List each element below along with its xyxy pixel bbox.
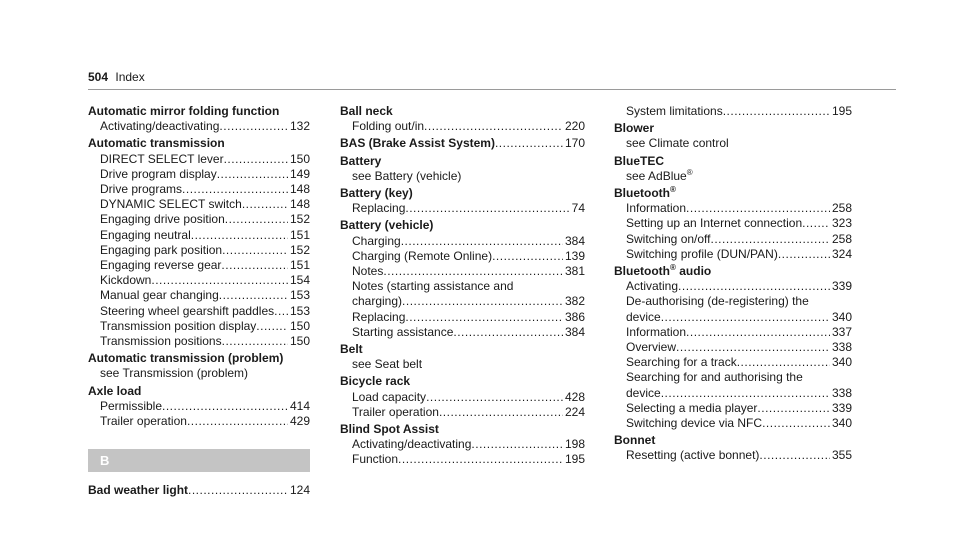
subentry-text: Activating <box>626 279 679 294</box>
dot-leader <box>274 304 288 319</box>
dot-leader <box>398 452 563 467</box>
registered-mark: ® <box>686 167 693 177</box>
subentry-text: Searching for and authorising the <box>626 370 803 385</box>
dot-leader <box>711 232 830 247</box>
page-ref: 150 <box>289 318 310 333</box>
index-column-1 <box>88 104 310 500</box>
dot-leader <box>737 355 830 370</box>
index-subentry <box>614 104 852 119</box>
entry-heading: Battery (vehicle) <box>340 218 434 233</box>
header-rule <box>88 89 896 90</box>
dot-leader <box>222 243 288 258</box>
index-subentry <box>88 334 310 349</box>
page-ref: 149 <box>289 166 310 181</box>
entry-heading: Bicycle rack <box>340 374 411 389</box>
index-subentry <box>88 119 310 134</box>
index-subentry <box>340 310 585 325</box>
subentry-text: DYNAMIC SELECT switch <box>100 197 242 212</box>
index-subentry <box>614 386 852 401</box>
index-entry-belt <box>340 342 585 372</box>
dot-leader <box>471 437 563 452</box>
index-subentry <box>88 414 310 429</box>
subentry-text: Notes (starting assistance and <box>352 279 514 294</box>
see-reference: see Transmission (problem) <box>100 366 249 381</box>
index-subentry <box>340 119 585 134</box>
index-subentry <box>340 234 585 249</box>
index-subentry <box>340 249 585 264</box>
index-entry-ball-neck <box>340 104 585 134</box>
dot-leader <box>162 399 288 414</box>
dot-leader <box>402 294 563 309</box>
dot-leader <box>191 228 288 243</box>
dot-leader <box>219 288 288 303</box>
subentry-text: Starting assistance <box>352 324 454 339</box>
dot-leader <box>424 119 563 134</box>
index-entry-bluetooth-audio <box>614 264 852 431</box>
subentry-text: Trailer operation <box>352 404 439 419</box>
subentry-text: Overview <box>626 340 677 355</box>
dot-leader <box>723 104 830 119</box>
subentry-text: Folding out/in <box>352 119 425 134</box>
subentry-text: Steering wheel gearshift paddles <box>100 303 275 318</box>
index-entry-bas <box>340 136 585 151</box>
entry-heading: Automatic transmission (problem) <box>88 351 284 366</box>
page-ref: 384 <box>564 233 585 248</box>
dot-leader <box>182 182 288 197</box>
index-subentry <box>340 437 585 452</box>
page-ref: 151 <box>289 227 310 242</box>
see-reference: see Seat belt <box>352 357 423 372</box>
index-entry-battery-key <box>340 186 585 216</box>
page-header <box>88 70 145 84</box>
page-ref: 195 <box>831 104 852 118</box>
subentry-text: Notes <box>352 264 384 279</box>
index-entry-system-limitations <box>614 104 852 119</box>
index-entry-bluetec <box>614 154 852 184</box>
entry-heading <box>614 264 852 279</box>
page-ref: 148 <box>289 182 310 197</box>
entry-heading: Blind Spot Assist <box>340 422 439 437</box>
entry-heading: Battery <box>340 153 382 168</box>
dot-leader <box>453 325 563 340</box>
index-line <box>340 136 585 151</box>
registered-mark: ® <box>670 185 676 195</box>
page-ref: 150 <box>289 151 310 166</box>
subentry-text: device <box>626 385 661 400</box>
entry-heading: Belt <box>340 342 363 357</box>
dot-leader <box>224 152 288 167</box>
subentry-text: De-authorising (de-registering) the <box>626 294 809 309</box>
see-reference: see Climate control <box>626 136 729 151</box>
page-ref: 323 <box>831 216 852 231</box>
dot-leader <box>225 212 288 227</box>
subentry-text: Resetting (active bonnet) <box>626 448 760 463</box>
page-ref: 338 <box>831 385 852 400</box>
index-entry-automatic-transmission <box>88 136 310 349</box>
page-ref: 151 <box>289 258 310 273</box>
subentry-text: Permissible <box>100 398 163 413</box>
entry-heading: Axle load <box>88 383 142 398</box>
subentry-text: Switching profile (DUN/PAN) <box>626 246 778 261</box>
dot-leader <box>676 340 830 355</box>
index-subentry <box>614 448 852 463</box>
registered-mark: ® <box>670 263 676 273</box>
page-ref: 153 <box>289 303 310 318</box>
dot-leader <box>221 258 288 273</box>
page-ref: 224 <box>564 404 585 419</box>
dot-leader <box>757 401 830 416</box>
dot-leader <box>222 334 288 349</box>
index-subentry <box>340 325 585 340</box>
dot-leader <box>778 247 830 262</box>
dot-leader <box>686 325 830 340</box>
page-ref: 170 <box>564 136 585 151</box>
index-subentry <box>614 247 852 262</box>
page-ref: 339 <box>831 279 852 294</box>
dot-leader <box>492 249 563 264</box>
dot-leader <box>187 414 288 429</box>
dot-leader <box>219 119 288 134</box>
subentry-text: Drive programs <box>100 182 183 197</box>
subentry-text: Kickdown <box>100 273 152 288</box>
index-entry-mirror <box>88 104 310 134</box>
index-subentry <box>88 319 310 334</box>
subentry-text: Activating/deactivating <box>100 119 220 134</box>
entry-heading: Automatic transmission <box>88 136 225 151</box>
entry-heading: Ball neck <box>340 104 393 118</box>
page-title: Index <box>115 70 145 84</box>
subentry-list <box>88 152 310 350</box>
index-entry-bluetooth <box>614 186 852 262</box>
page-ref: 258 <box>831 201 852 216</box>
subentry-text: Transmission positions <box>100 334 222 349</box>
dot-leader <box>661 386 830 401</box>
index-subentry <box>88 167 310 182</box>
entry-heading-suffix: audio <box>675 264 712 279</box>
subentry-text: DIRECT SELECT lever <box>100 151 224 166</box>
entry-heading: Automatic mirror folding function <box>88 104 280 118</box>
index-subentry <box>340 264 585 279</box>
subentry-text: Charging (Remote Online) <box>352 248 493 263</box>
page-number: 504 <box>88 70 109 84</box>
page-ref: 198 <box>564 437 585 452</box>
index-entry-axle-load <box>88 384 310 430</box>
index-subentry <box>88 273 310 288</box>
dot-leader <box>802 216 830 231</box>
index-subentry <box>614 416 852 431</box>
page-ref: 340 <box>831 309 852 324</box>
subentry-text: Replacing <box>352 201 406 216</box>
entry-heading: BAS (Brake Assist System) <box>340 136 495 151</box>
index-subentry <box>614 401 852 416</box>
subentry-text: Switching on/off <box>626 231 711 246</box>
dot-leader <box>678 279 830 294</box>
index-subentry <box>340 201 585 216</box>
index-subentry <box>614 201 852 216</box>
index-subentry <box>88 258 310 273</box>
index-subentry <box>614 355 852 370</box>
subentry-text: Drive program display <box>100 166 217 181</box>
index-subentry <box>614 340 852 355</box>
page-ref: 258 <box>831 231 852 246</box>
subentry-text: Switching device via NFC <box>626 416 763 431</box>
dot-leader <box>401 234 563 249</box>
index-column-2 <box>340 104 585 470</box>
page-ref: 340 <box>831 416 852 431</box>
index-subentry <box>614 279 852 294</box>
subentry-text: Activating/deactivating <box>352 437 472 452</box>
subentry-text: Engaging neutral <box>100 227 191 242</box>
index-column-3 <box>614 104 852 466</box>
entry-heading: Bonnet <box>614 433 656 448</box>
page-ref: 195 <box>564 452 585 467</box>
dot-leader <box>439 405 563 420</box>
page-ref: 386 <box>564 309 585 324</box>
dot-leader <box>383 264 563 279</box>
page-ref: 428 <box>564 389 585 404</box>
page-ref: 337 <box>831 324 852 339</box>
index-subentry <box>88 243 310 258</box>
subentry-text: Charging <box>352 233 401 248</box>
entry-heading <box>614 186 852 201</box>
page-ref: 338 <box>831 340 852 355</box>
page-ref: 355 <box>831 448 852 463</box>
entry-heading-text: Bluetooth <box>614 264 670 279</box>
see-reference-text: see AdBlue <box>626 168 687 183</box>
index-entry-bonnet <box>614 433 852 463</box>
page-ref: 340 <box>831 355 852 370</box>
index-entry-transmission-problem <box>88 351 310 381</box>
page-ref: 148 <box>289 197 310 212</box>
entry-heading-text: Bluetooth <box>614 186 670 201</box>
entry-heading: Battery (key) <box>340 186 413 201</box>
index-entry-bad-weather-light <box>88 483 310 498</box>
page-ref: 132 <box>289 119 310 134</box>
index-subentry <box>340 294 585 309</box>
subentry-text: charging) <box>352 294 403 309</box>
page-ref: 154 <box>289 273 310 288</box>
dot-leader <box>405 310 563 325</box>
index-subentry <box>88 304 310 319</box>
see-reference: see Battery (vehicle) <box>352 168 462 183</box>
subentry-text: Selecting a media player <box>626 400 758 415</box>
subentry-text: Trailer operation <box>100 414 187 429</box>
index-subentry <box>614 325 852 340</box>
index-entry-battery-vehicle <box>340 218 585 340</box>
page-ref: 382 <box>564 294 585 309</box>
subentry-text: Engaging drive position <box>100 212 225 227</box>
index-subentry <box>614 232 852 247</box>
dot-leader <box>242 197 288 212</box>
page-ref: 124 <box>289 483 310 498</box>
page-ref: 74 <box>571 201 585 216</box>
index-subentry <box>88 182 310 197</box>
subentry-text: Transmission position display <box>100 318 257 333</box>
index-subentry <box>88 288 310 303</box>
section-letter-bar: B <box>88 449 310 472</box>
subentry-text: device <box>626 309 661 324</box>
dot-leader <box>686 201 830 216</box>
page-ref: 139 <box>564 248 585 263</box>
page-ref: 150 <box>289 334 310 349</box>
page-ref: 384 <box>564 324 585 339</box>
subentry-text: Replacing <box>352 309 406 324</box>
index-entry-bicycle-rack <box>340 374 585 420</box>
subentry-text: System limitations <box>626 104 723 118</box>
index-subentry <box>614 216 852 231</box>
dot-leader <box>762 416 830 431</box>
page-ref: 414 <box>289 398 310 413</box>
dot-leader <box>151 273 288 288</box>
page-ref: 153 <box>289 288 310 303</box>
page-ref: 339 <box>831 400 852 415</box>
see-reference <box>614 169 852 184</box>
index-subentry <box>88 197 310 212</box>
entry-heading: BlueTEC <box>614 153 665 168</box>
dot-leader <box>188 483 288 498</box>
index-subentry <box>340 452 585 467</box>
page-ref: 324 <box>831 246 852 261</box>
index-subentry <box>614 310 852 325</box>
entry-heading: Blower <box>614 121 655 136</box>
subentry-text: Engaging reverse gear <box>100 258 222 273</box>
index-subentry <box>88 152 310 167</box>
subentry-text: Information <box>626 324 687 339</box>
page-ref: 152 <box>289 242 310 257</box>
index-subentry <box>88 212 310 227</box>
dot-leader <box>495 136 563 151</box>
subentry-text: Searching for a track <box>626 355 737 370</box>
index-entry-battery <box>340 154 585 184</box>
dot-leader <box>661 310 830 325</box>
entry-heading: Bad weather light <box>88 483 189 498</box>
subentry-text: Setting up an Internet connection <box>626 216 803 231</box>
index-line <box>88 483 310 498</box>
index-subentry <box>88 399 310 414</box>
dot-leader <box>217 167 288 182</box>
page-ref: 429 <box>289 414 310 429</box>
index-subentry <box>340 405 585 420</box>
dot-leader <box>405 201 569 216</box>
page-ref: 220 <box>564 119 585 134</box>
dot-leader <box>759 448 830 463</box>
subentry-text: Manual gear changing <box>100 288 219 303</box>
index-subentry <box>88 228 310 243</box>
subentry-text: Function <box>352 452 399 467</box>
index-entry-blind-spot-assist <box>340 422 585 468</box>
index-subentry <box>340 390 585 405</box>
subentry-text: Information <box>626 201 687 216</box>
dot-leader <box>426 390 563 405</box>
page-ref: 152 <box>289 212 310 227</box>
page-ref: 381 <box>564 264 585 279</box>
subentry-text: Engaging park position <box>100 242 223 257</box>
index-entry-blower <box>614 121 852 151</box>
subentry-text: Load capacity <box>352 389 427 404</box>
dot-leader <box>256 319 288 334</box>
